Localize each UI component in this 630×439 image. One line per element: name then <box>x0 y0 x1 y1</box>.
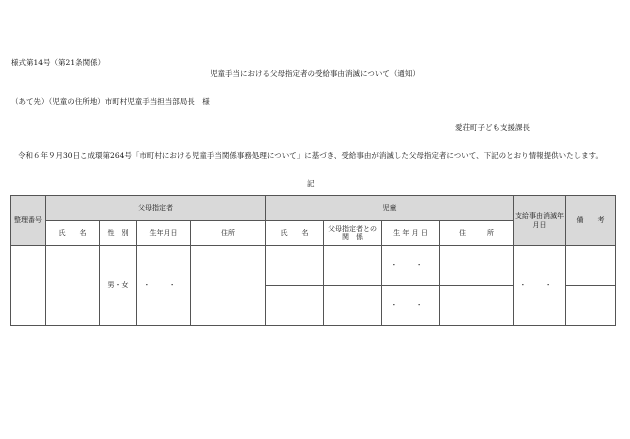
header-parent-birth: 生年月日 <box>137 221 191 246</box>
header-child-relation: 父母指定者との 関 係 <box>324 221 382 246</box>
header-seiri-number: 整理番号 <box>11 196 46 246</box>
header-parent-name: 氏 名 <box>46 221 100 246</box>
cell-child2-birth[interactable]: ・ ・ <box>382 286 440 326</box>
info-table <box>10 195 616 326</box>
cell-child2-name[interactable] <box>266 286 324 326</box>
cell-child1-address[interactable] <box>440 246 514 286</box>
header-shoumetsu-date: 支給事由消滅年月日 <box>514 196 566 246</box>
cell-child1-relation[interactable] <box>324 246 382 286</box>
header-parent-designee: 父母指定者 <box>46 196 266 221</box>
cell-seiri[interactable] <box>11 246 46 326</box>
cell-parent-sex[interactable]: 男・女 <box>100 246 137 326</box>
body-text: 令和６年９月30日こ成環第264号「市町村における児童手当関係事務処理について」に基づき、受給事由が消滅した父母指定者について、下記のとおり情報提供いたします。 <box>18 151 604 160</box>
header-child-birth: 生 年 月 日 <box>382 221 440 246</box>
document-title: 児童手当における父母指定者の受給事由消滅について（通知） <box>210 69 420 78</box>
header-biko: 備 考 <box>566 196 616 246</box>
header-child-name: 氏 名 <box>266 221 324 246</box>
header-parent-sex: 性 別 <box>100 221 137 246</box>
sender: 愛荘町子ども支援課長 <box>455 123 530 132</box>
addressee: （あて先）（児童の住所地）市町村児童手当担当部局長 様 <box>11 97 210 106</box>
header-child: 児童 <box>266 196 514 221</box>
cell-shoumetsu-date[interactable]: ・ ・ <box>514 246 566 326</box>
ki-heading: 記 <box>307 179 315 188</box>
cell-parent-address[interactable] <box>191 246 266 326</box>
cell-child1-name[interactable] <box>266 246 324 286</box>
cell-biko-2[interactable] <box>566 286 616 326</box>
cell-parent-birth[interactable]: ・ ・ <box>137 246 191 326</box>
form-number: 様式第14号（第21条関係） <box>11 58 106 67</box>
cell-child2-address[interactable] <box>440 286 514 326</box>
header-child-address: 住 所 <box>440 221 514 246</box>
cell-parent-name[interactable] <box>46 246 100 326</box>
header-parent-address: 住所 <box>191 221 266 246</box>
cell-child1-birth[interactable]: ・ ・ <box>382 246 440 286</box>
cell-child2-relation[interactable] <box>324 286 382 326</box>
cell-biko-1[interactable] <box>566 246 616 286</box>
